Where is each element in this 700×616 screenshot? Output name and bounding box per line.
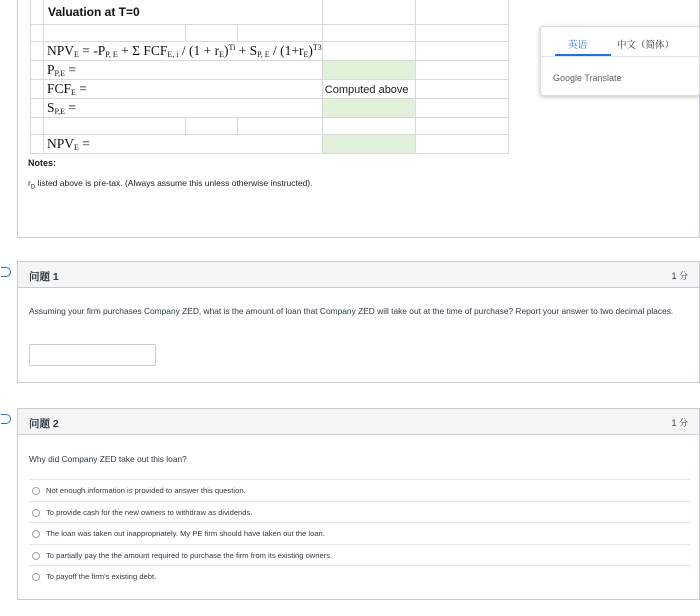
radio-button[interactable]	[32, 552, 40, 560]
npv-formula: $NPV_E = -P_{P, E} + \Sigma$ $FCF_{E, i} / (1 + r_E)^{Ti} + S_{P, E} / (1+r_E)^{T3}$	[47, 43, 322, 59]
computed-above-text: Computed above	[324, 84, 409, 96]
question-1-title: 问题 1	[29, 271, 59, 283]
npve-label: $NPV_E$ =	[47, 136, 90, 152]
google-translate-brand: Google Translate	[553, 73, 622, 83]
valuation-title: Valuation at T=0	[48, 4, 140, 19]
notes-label: Notes:	[28, 158, 57, 168]
notes-text: $r_D$ listed above is pre-tax. (Always assume this unless otherwise instructed).	[28, 178, 313, 191]
spe-value-cell[interactable]	[322, 99, 415, 118]
spe-label: $S_{P,E}$ =	[47, 100, 76, 116]
question-2-options	[29, 479, 691, 587]
answer-option-label: The loan was taken out inappropriately. My PE firm should have taken out the loan.	[46, 529, 325, 539]
answer-option[interactable]	[29, 501, 691, 523]
tab-english[interactable]: 英语	[568, 40, 588, 51]
question-1-answer-input[interactable]	[29, 344, 156, 366]
answer-option[interactable]	[29, 522, 691, 544]
npve-value-cell[interactable]	[322, 135, 415, 154]
answer-option[interactable]	[29, 544, 691, 566]
question-2-text: Why did Company ZED take out this loan?	[29, 454, 187, 464]
question-2-points: 1 分	[671, 418, 688, 428]
flag-question-1-icon[interactable]	[1, 267, 11, 277]
radio-button[interactable]	[32, 530, 40, 538]
answer-option[interactable]	[29, 479, 691, 501]
radio-button[interactable]	[32, 573, 40, 581]
question-1-header	[18, 262, 699, 288]
radio-button[interactable]	[32, 487, 40, 495]
radio-button[interactable]	[32, 509, 40, 517]
ppe-label: $P_{P,E}$ =	[47, 62, 76, 78]
flag-question-2-icon[interactable]	[1, 414, 11, 424]
ppe-value-cell[interactable]	[322, 61, 415, 80]
question-1-card	[17, 261, 700, 383]
question-2-title: 问题 2	[29, 418, 59, 430]
active-tab-indicator	[555, 54, 611, 56]
answer-option-label: To partially pay the the amount required to purchase the firm from its existing owners.	[46, 550, 333, 560]
question-1-text: Assuming your firm purchases Company ZED, what is the amount of loan that Company ZED will take out at the time of purchase? Report your answer to two decimal places.	[29, 306, 674, 316]
question-2-header	[18, 409, 699, 435]
translate-tabs	[541, 27, 699, 57]
google-translate-popup	[540, 26, 700, 96]
question-1-points: 1 分	[671, 271, 688, 281]
answer-option-label: To payoff the firm's existing debt.	[46, 572, 157, 582]
fcfe-label: $FCF_E$ =	[47, 81, 87, 97]
answer-option-label: To provide cash for the new owners to withdraw as dividends.	[46, 507, 253, 517]
answer-option[interactable]	[29, 565, 691, 587]
answer-option-label: Not enough information is provided to answer this question.	[46, 486, 246, 495]
tab-chinese-simplified[interactable]: 中文（简体）	[617, 40, 675, 51]
question-2-card	[17, 408, 700, 600]
valuation-table	[30, 0, 509, 154]
